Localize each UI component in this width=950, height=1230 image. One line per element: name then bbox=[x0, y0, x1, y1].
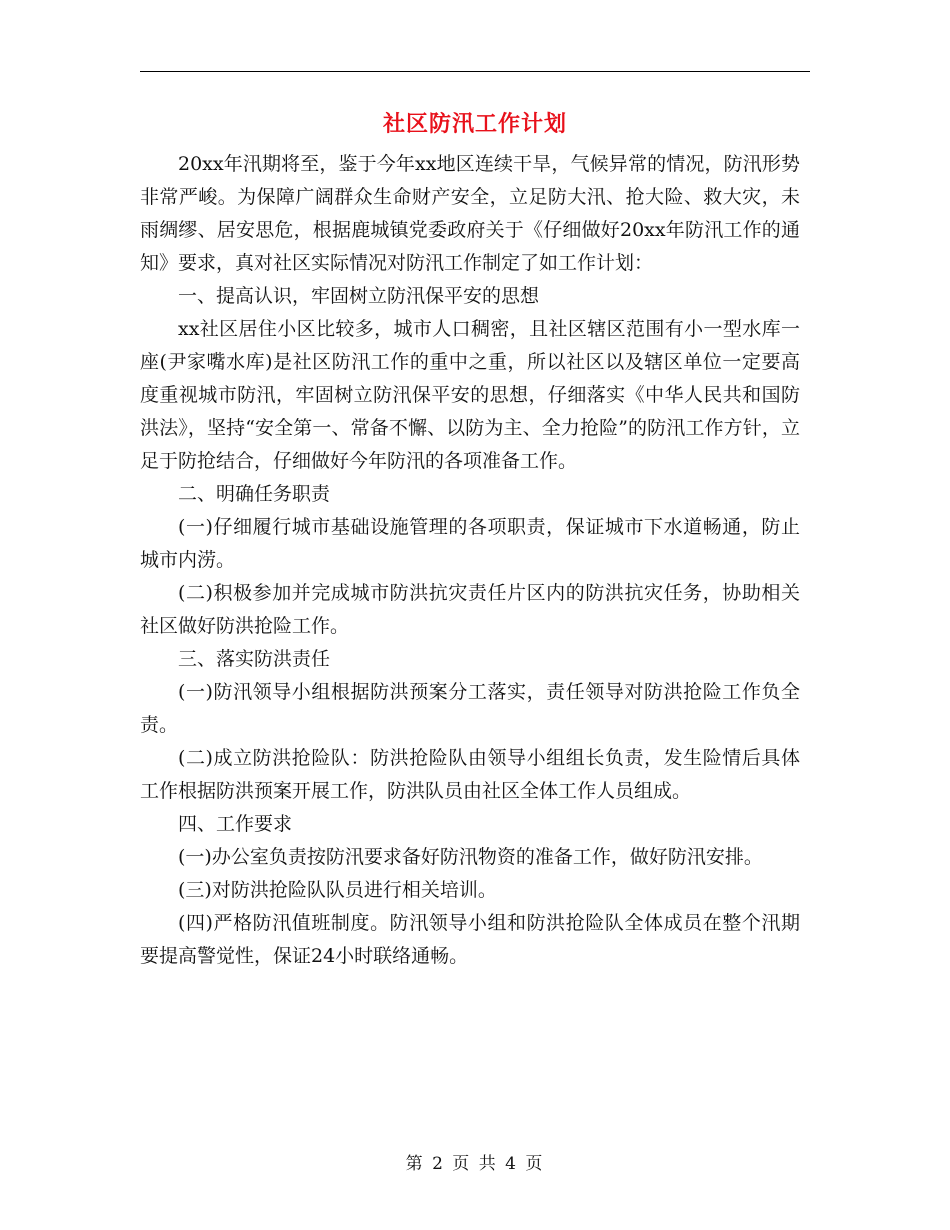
paragraph-section-4-item-4: (四)严格防汛值班制度。防汛领导小组和防洪抢险队全体成员在整个汛期要提高警觉性，保证24小时联络通畅。 bbox=[140, 912, 800, 967]
section-heading-4: 四、工作要求 bbox=[178, 813, 293, 835]
document-title: 社区防汛工作计划 bbox=[382, 111, 567, 137]
header-rule bbox=[140, 71, 810, 72]
section-heading-1: 一、提高认识，牢固树立防汛保平安的思想 bbox=[178, 285, 540, 307]
paragraph-section-2-item-2: (二)积极参加并完成城市防洪抗灾责任片区内的防洪抗灾任务，协助相关社区做好防洪抢险工作。 bbox=[140, 582, 800, 637]
paragraph-section-2-item-1: (一)仔细履行城市基础设施管理的各项职责，保证城市下水道畅通，防止城市内涝。 bbox=[140, 516, 800, 571]
document-body bbox=[140, 148, 800, 973]
page-footer: 第 2 页 共 4 页 bbox=[405, 1154, 545, 1174]
paragraph-section-3-item-2: (二)成立防洪抢险队：防洪抢险队由领导小组组长负责，发生险情后具体工作根据防洪预案开展工作，防洪队员由社区全体工作人员组成。 bbox=[140, 747, 800, 802]
section-heading-3: 三、落实防洪责任 bbox=[178, 648, 331, 670]
paragraph-intro: 20xx年汛期将至，鉴于今年xx地区连续干旱，气候异常的情况，防汛形势非常严峻。为保障广阔群众生命财产安全，立足防大汛、抢大险、救大灾，未雨绸缪、居安思危，根据鹿城镇党委政府关于《仔细做好20xx年防汛工作的通知》要求，真对社区实际情况对防汛工作制定了如工作计划： bbox=[140, 153, 800, 274]
paragraph-section-4-item-1: (一)办公室负责按防汛要求备好防汛物资的准备工作，做好防汛安排。 bbox=[178, 846, 763, 868]
paragraph-section-3-item-1: (一)防汛领导小组根据防洪预案分工落实，责任领导对防洪抢险工作负全责。 bbox=[140, 681, 800, 736]
paragraph-section-4-item-3: (三)对防洪抢险队队员进行相关培训。 bbox=[178, 879, 497, 901]
paragraph-section-1: xx社区居住小区比较多，城市人口稠密，且社区辖区范围有小一型水库一座(尹家嘴水库)是社区防汛工作的重中之重，所以社区以及辖区单位一定要高度重视城市防汛，牢固树立防汛保平安的思想，仔细落实《中华人民共和国防洪法》，坚持“安全第一、常备不懈、以防为主、全力抢险”的防汛工作方针，立足于防抢结合，仔细做好今年防汛的各项准备工作。 bbox=[140, 318, 800, 472]
section-heading-2: 二、明确任务职责 bbox=[178, 483, 331, 505]
